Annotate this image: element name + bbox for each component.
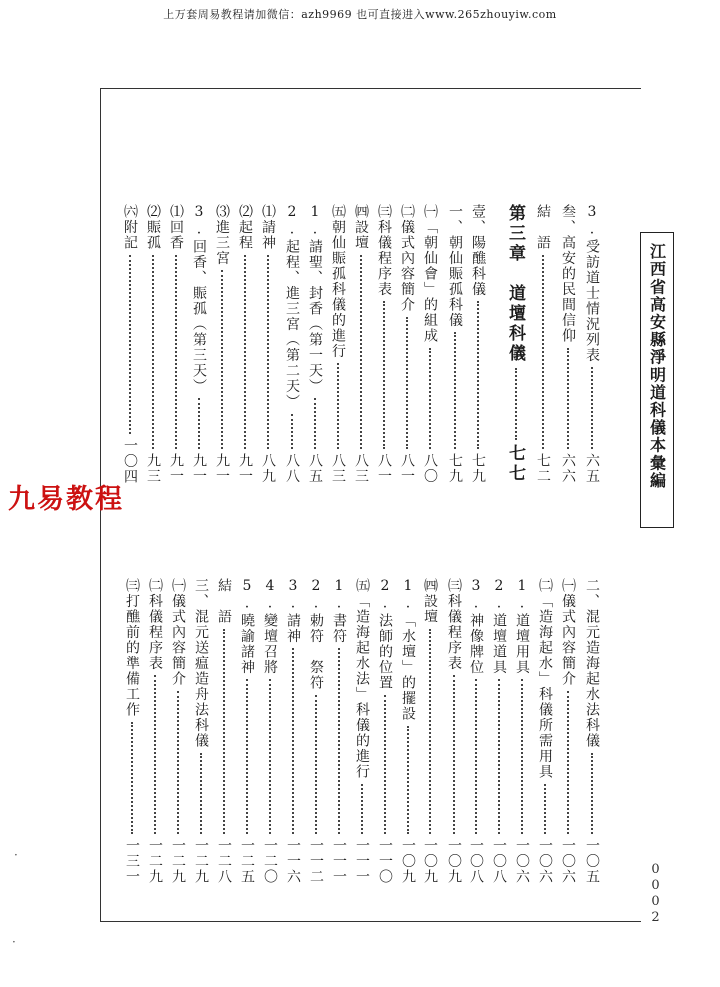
toc-entry-page: 一〇五 [584,837,600,884]
page-number: 0002 [648,862,663,926]
toc-entry [466,578,486,884]
toc-entry [420,204,440,484]
toc-entry-page: 一〇六 [514,837,530,884]
toc-entry [235,204,255,484]
toc-entry-title: 二、混元造海起水法科儀 [584,578,600,749]
toc-entry-title: 3.神像牌位 [468,578,484,675]
toc-leader-dots [131,722,133,834]
toc-leader-dots [384,695,386,834]
toc-entry-page: 一一一 [331,837,347,884]
toc-entry-title: ㈡科儀程序表 [147,578,163,671]
toc-leader-dots [315,695,317,834]
toc-entry [306,578,326,884]
toc-entry-page: 一〇九 [400,837,416,884]
toc-entry [351,204,371,484]
toc-entry-title: ⑴請神 [260,204,276,251]
toc-leader-dots [177,691,179,834]
toc-entry-title: ⑵賑孤 [145,204,161,251]
toc-entry-page: 一二九 [170,837,186,884]
toc-entry-title: 壹、陽醮科儀 [470,204,486,297]
toc-entry-title: 1.「水壇」的擺設 [400,578,416,722]
toc-leader-dots [223,629,225,834]
toc-entry-page: 八一 [376,453,392,484]
toc-entry-page: 一二五 [239,837,255,884]
toc-entry-page: 九一 [168,453,184,484]
toc-leader-dots [221,270,223,449]
toc-entry-page: 八三 [330,453,346,484]
toc-leader-dots [429,629,431,834]
toc-leader-dots [567,691,569,834]
toc-entry-title: ㈡「造海起水」科儀所需用具 [537,578,553,780]
toc-leader-dots [337,363,339,449]
toc-entry-title: 4.變壇召將 [262,578,278,675]
toc-entry-page: 一二九 [193,837,209,884]
toc-entry-title: 一、朝仙賑孤科儀 [447,204,463,328]
toc-entry [445,204,465,484]
toc-entry-title: 2.勅符 祭符 [308,578,324,691]
toc-leader-dots [129,255,131,434]
toc-entry-page: 一二〇 [262,837,278,884]
toc-entry-title: ㈥附記 [122,204,138,251]
scan-mark: · [14,848,18,862]
toc-entry-page: 一〇六 [560,837,576,884]
toc-entry-title: 5.曉諭諸神 [239,578,255,675]
toc-entry-title: 結 語 [216,578,232,625]
toc-entry [375,578,395,884]
toc-entry-title: 3.受訪道士情況列表 [584,204,600,363]
toc-leader-dots [453,675,455,834]
toc-entry [237,578,257,884]
toc-leader-dots [198,398,200,449]
toc-leader-dots [200,753,202,834]
toc-entry [558,204,578,484]
toc-entry [535,578,555,884]
toc-entry-page: 七七 [505,444,525,484]
toc-entry [352,578,372,884]
toc-entry-title: 叁、高安的民間信仰 [560,204,576,344]
toc-leader-dots [244,255,246,450]
toc-entry [191,578,211,884]
toc-entry-page: 一〇九 [422,837,438,884]
toc-entry-title: ㈣設壇 [422,578,438,625]
toc-entry-page: 七九 [447,453,463,484]
toc-entry [122,578,142,884]
toc-entry-title: 2.道壇道具 [491,578,507,675]
toc-leader-dots [515,368,517,440]
toc-entry-title: 1.書符 [331,578,347,644]
toc-leader-dots [152,255,154,450]
toc-entry-title: ㈠「朝仙會」的組成 [422,204,438,344]
toc-entry [444,578,464,884]
toc-entry-title: ⑴回香 [168,204,184,251]
toc-entry-title: 3.回香、賑孤（第三天） [191,204,207,394]
toc-entry-page: 一〇八 [468,837,484,884]
toc-entry-title: 3.請神 [285,578,301,644]
toc-leader-dots [291,414,293,450]
toc-leader-dots [591,753,593,834]
toc-entry-title: ⑵起程 [237,204,253,251]
toc-leader-dots [567,348,569,450]
toc-leader-dots [498,679,500,834]
toc-entry-page: 八九 [260,453,276,484]
toc-entry [398,578,418,884]
book-title-box [640,232,674,528]
toc-leader-dots [361,784,363,834]
toc-entry [512,578,532,884]
toc-entry [145,578,165,884]
toc-entry [503,204,528,484]
toc-entry-page: 八八 [284,453,300,484]
toc-entry-page: 八〇 [422,453,438,484]
toc-leader-dots [175,255,177,450]
toc-entry-page: 九一 [237,453,253,484]
toc-entry-title: 三、混元送瘟造舟法科儀 [193,578,209,749]
toc-entry-page: 一〇九 [446,837,462,884]
toc-entry [489,578,509,884]
toc-entry-title: 第三章 道壇科儀 [505,204,525,364]
toc-entry [533,204,553,484]
scan-mark: · [12,935,16,949]
toc-leader-dots [406,317,408,450]
toc-entry-title: ㈢科儀程序表 [446,578,462,671]
toc-entry-page: 九一 [214,453,230,484]
toc-leader-dots [154,675,156,834]
toc-entry-page: 八三 [353,453,369,484]
toc-entry-page: 一三一 [124,837,140,884]
toc-leader-dots [267,255,269,450]
toc-entry [283,578,303,884]
toc-entry [468,204,488,484]
toc-entry-title: ㈢打醮前的準備工作 [124,578,140,718]
toc-entry [420,578,440,884]
toc-entry [305,204,325,484]
toc-entry-page: 一一〇 [377,837,393,884]
toc-entry-page: 七九 [470,453,486,484]
toc-entry-page: 八一 [399,453,415,484]
toc-entry-title: ㈠儀式內容簡介 [560,578,576,687]
toc-entry-page: 一一二 [308,837,324,884]
toc-entry-page: 九一 [191,453,207,484]
toc-entry-page: 一〇四 [122,437,138,484]
toc-entry-page: 六五 [584,453,600,484]
toc-entry-title: 2.起程、進三宮（第二天） [284,204,300,410]
toc-entry-title: 結 語 [535,204,551,251]
toc-entry-title: 1.請聖、封香（第一天） [307,204,323,394]
toc-leader-dots [475,679,477,834]
toc-entry [328,204,348,484]
toc-leader-dots [246,679,248,834]
toc-entry-title: 1.道壇用具 [514,578,530,675]
toc-entry [212,204,232,484]
toc-entry-page: 一一一 [354,837,370,884]
toc-entry [168,578,188,884]
toc-entry [258,204,278,484]
toc-entry-page: 一〇六 [537,837,553,884]
toc-leader-dots [269,679,271,834]
toc-entry-title: 2.法師的位置 [377,578,393,691]
toc-leader-dots [292,648,294,834]
toc-entry-title: ⑶進三宮 [214,204,230,266]
toc-entry-page: 一一六 [285,837,301,884]
toc-entry-title: ㈢科儀程序表 [376,204,392,297]
book-title: 江西省高安縣淨明道科儀本彙編 [647,243,667,490]
toc-entry [582,204,602,484]
toc-entry [189,204,209,484]
toc-entry-title: ㈣設壇 [353,204,369,251]
toc-leader-dots [314,398,316,449]
toc-entry [143,204,163,484]
toc-entry [329,578,349,884]
toc-entry-page: 六六 [560,453,576,484]
toc-leader-dots [591,367,593,449]
toc-leader-dots [383,301,385,449]
toc-leader-dots [521,679,523,834]
toc-entry-page: 一二八 [216,837,232,884]
toc-entry-title: ㈠儀式內容簡介 [170,578,186,687]
toc-entry [374,204,394,484]
toc-entry-page: 九三 [145,453,161,484]
toc-entry [282,204,302,484]
toc-entry [582,578,602,884]
page-header-text: 上万套周易教程请加微信：azh9969 也可直接进入www.265zhouyiw.com [163,8,557,21]
toc-leader-dots [542,255,544,450]
toc-entry-title: ㈡儀式內容簡介 [399,204,415,313]
watermark-text: 九易教程 [8,484,124,515]
toc-entry [397,204,417,484]
toc-leader-dots [360,255,362,450]
toc-entry [214,578,234,884]
toc-entry [260,578,280,884]
toc-entry-page: 七二 [535,453,551,484]
toc-leader-dots [544,784,546,834]
toc-leader-dots [477,301,479,449]
toc-leader-dots [429,348,431,450]
toc-entry [166,204,186,484]
toc-entry-page: 八五 [307,453,323,484]
toc-leader-dots [454,332,456,449]
toc-entry-page: 一二九 [147,837,163,884]
toc-leader-dots [338,648,340,834]
toc-entry [120,204,140,484]
toc-entry-page: 一〇八 [491,837,507,884]
toc-entry [558,578,578,884]
toc-leader-dots [407,726,409,834]
toc-entry-title: ㈤「造海起水法」科儀的進行 [354,578,370,780]
toc-entry-title: ㈤朝仙賑孤科儀的進行 [330,204,346,359]
